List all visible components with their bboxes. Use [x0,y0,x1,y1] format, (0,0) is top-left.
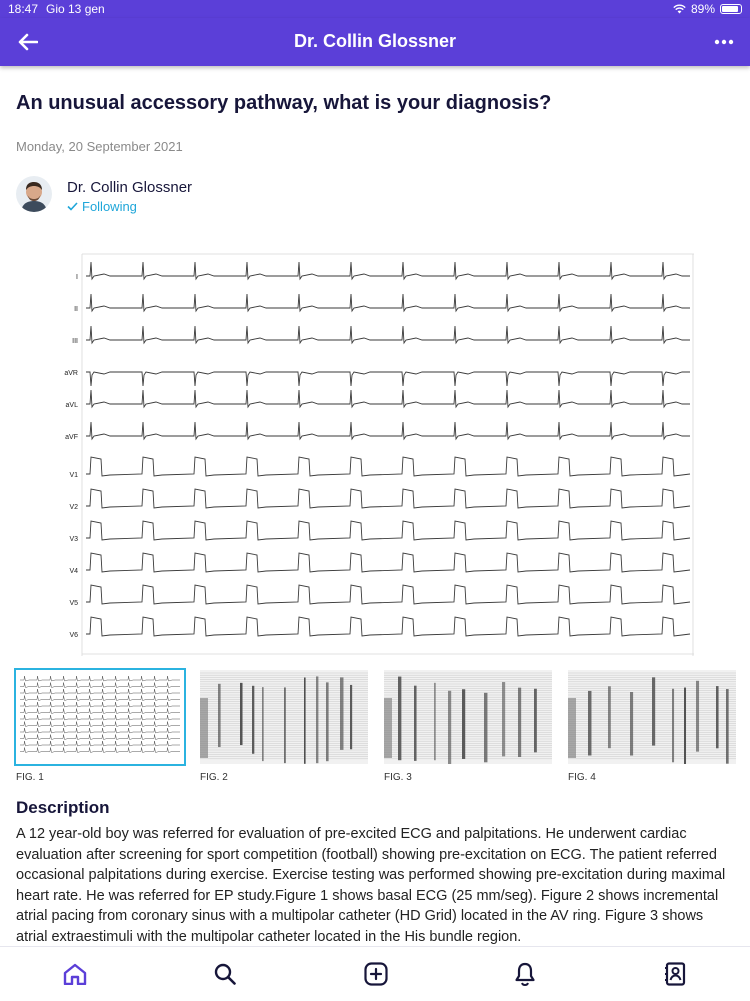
ecg-lead-label: V2 [69,504,78,511]
home-icon [63,963,87,985]
thumb-signal-spike [716,686,719,748]
thumb-signal-spike [630,692,633,756]
description-text: A 12 year-old boy was referred for evaluation of pre-excited ECG and palpitations. He underwent cardiac evaluation after screening for sport competition (football) showing pre-excitation on ECG. The patient referred occasional palpitations during exercise. Exercise testing was performed showing pre-excitation during maximal heart rate. He was referred for EP study.Figure 1 shows basal ECG (25 mm/seg). Figure 2 shows incremental atrial pacing from coronary sinus with a multipolar catheter (HD Grid) located in the AV ring. Figure 3 shows atrial extraestimuli with the multipolar catheter located in the His bundle region. [16,826,726,945]
thumb-signal-spike [726,689,729,764]
more-dots-icon [714,39,734,45]
navigation-bar [0,18,750,66]
thumb-signal-spike [218,684,221,747]
tab-search[interactable] [210,959,240,989]
author-block [16,174,416,218]
figure-label-4: FIG. 4 [568,772,596,783]
thumb-signal-spike [462,689,465,759]
thumb-signal-spike [316,676,318,763]
tab-bar [0,946,750,1001]
thumb-signal-edge [568,698,576,758]
ecg-lead-label: V4 [69,568,78,575]
thumb-signal-spike [696,681,699,752]
thumb-signal-spike [518,688,521,757]
figure-thumb-4[interactable] [568,670,736,764]
thumb-signal-spike [284,687,286,763]
ecg-lead-label: aVF [65,434,78,441]
thumb-signal-spike [240,683,243,745]
description-heading: Description [16,798,110,817]
battery-percent: 89% [690,2,715,16]
thumb-signal-spike [484,693,487,762]
ecg-lead-label: V3 [69,536,78,543]
ecg-lead-label: aVL [65,402,78,409]
thumb-signal-spike [652,677,655,745]
thumb-signal-edge [200,698,208,758]
thumb-signal-spike [588,691,591,756]
following-button[interactable] [67,199,137,214]
thumb-signal-spike [414,686,417,761]
thumb-signal-spike [262,687,264,761]
figure-label-3: FIG. 3 [384,772,412,783]
ecg-lead-label: II [74,306,78,313]
thumb-signal-spike [326,682,329,761]
figure-thumb-2[interactable] [200,670,368,764]
ecg-lead-label: aVR [64,370,78,377]
figure-thumb-3[interactable] [384,670,552,764]
search-icon [214,963,236,985]
article-date: Monday, 20 September 2021 [16,139,183,154]
bell-icon [514,962,536,986]
article-title: An unusual accessory pathway, what is your diagnosis? [16,92,552,114]
thumb-signal-spike [608,686,611,748]
following-label: Following [82,199,137,214]
thumb-signal-edge [384,698,392,758]
ecg-lead-label: I [76,274,78,281]
tab-notifications[interactable] [510,959,540,989]
figure-label-1: FIG. 1 [16,772,44,783]
tab-home[interactable] [60,959,90,989]
thumb-signal-spike [502,682,505,756]
thumb-signal-spike [448,691,451,764]
ecg-figure-main[interactable] [64,246,694,656]
thumb-signal-spike [684,688,686,764]
ecg-lead-label: V5 [69,600,78,607]
nav-title: Dr. Collin Glossner [293,31,457,51]
tab-contacts[interactable] [660,959,690,989]
figure-thumb-1[interactable] [16,670,184,764]
thumb-signal-spike [304,678,306,764]
thumb-signal-spike [350,685,352,749]
contacts-icon [664,962,686,986]
tab-add[interactable] [361,959,391,989]
wifi-icon [673,4,686,14]
thumb-signal-spike [534,689,537,753]
status-time: 18:47 [8,2,39,16]
thumb-signal-spike [398,677,401,761]
author-name[interactable]: Dr. Collin Glossner [67,179,193,196]
ecg-lead-label: III [72,338,78,345]
thumb-signal-spike [340,677,343,749]
article-content[interactable] [0,66,750,946]
add-icon [364,962,388,986]
figure-label-2: FIG. 2 [200,772,228,783]
more-button[interactable] [710,28,738,56]
thumb-signal-spike [252,686,254,754]
thumb-signal-spike [672,689,674,762]
avatar[interactable] [16,176,52,212]
figure-thumbnails [16,670,736,790]
ecg-lead-label: V6 [69,632,78,639]
ecg-lead-label: V1 [69,472,78,479]
status-date: Gio 13 gen [46,2,105,16]
status-bar [0,0,750,18]
check-icon [67,202,78,211]
thumb-signal-spike [434,683,436,760]
battery-icon [720,4,742,14]
